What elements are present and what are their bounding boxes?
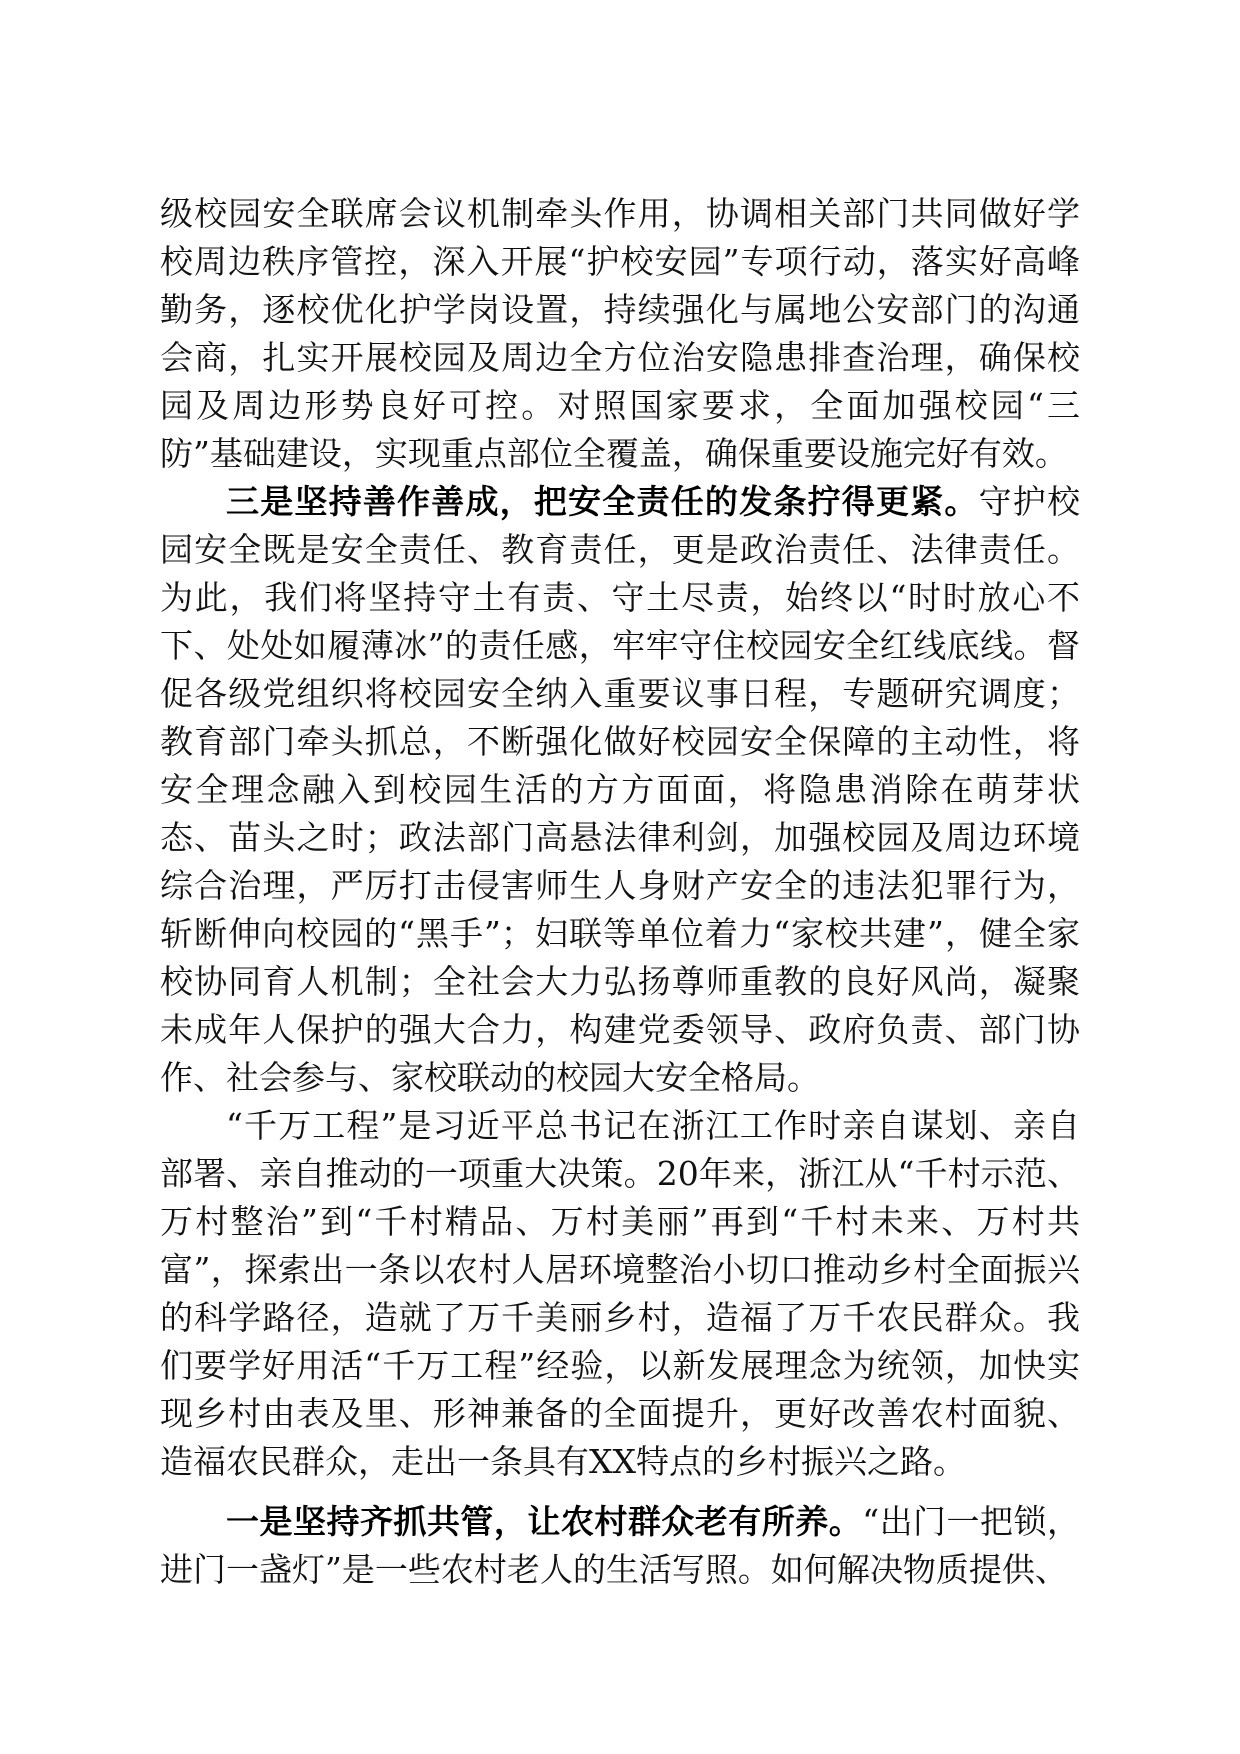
paragraph-text: “出门一把锁，进门一盏灯”是一些农村老人的生活写照。如何解决物质提供、 bbox=[160, 1502, 1080, 1589]
document-body bbox=[160, 190, 1080, 1594]
paragraph-point-one bbox=[160, 1498, 1080, 1594]
paragraph-qianwan-project bbox=[160, 1102, 1080, 1486]
paragraph-heading: 三是坚持善作善成，把安全责任的发条拧得更紧。 bbox=[226, 482, 979, 521]
paragraph-text: 守护校园安全既是安全责任、教育责任，更是政治责任、法律责任。为此，我们将坚持守土有责、守土尽责，始终以“时时放心不下、处处如履薄冰”的责任感，牢牢守住校园安全红线底线。督促各级党组织将校园安全纳入重要议事日程，专题研究调度；教育部门牵头抓总，不断强化做好校园安全保障的主动性，将安全理念融入到校园生活的方方面面，将隐患消除在萌芽状态、苗头之时；政法部门高悬法律利剑，加强校园及周边环境综合治理，严厉打击侵害师生人身财产安全的违法犯罪行为，斩断伸向校园的“黑手”；妇联等单位着力“家校共建”，健全家校协同育人机制；全社会大力弘扬尊师重教的良好风尚，凝聚未成年人保护的强大合力，构建党委领导、政府负责、部门协作、社会参与、家校联动的校园大安全格局。 bbox=[160, 482, 1081, 1097]
paragraph-point-three bbox=[160, 478, 1080, 1102]
paragraph-text: 级校园安全联席会议机制牵头作用，协调相关部门共同做好学校周边秩序管控，深入开展“护校安园”专项行动，落实好高峰勤务，逐校优化护学岗设置，持续强化与属地公安部门的沟通会商，扎实开展校园及周边全方位治安隐患排查治理，确保校园及周边形势良好可控。对照国家要求，全面加强校园“三防”基础建设，实现重点部位全覆盖，确保重要设施完好有效。 bbox=[160, 194, 1080, 473]
paragraph-heading: 一是坚持齐抓共管，让农村群众老有所养。 bbox=[226, 1502, 863, 1541]
paragraph-text: “千万工程”是习近平总书记在浙江工作时亲自谋划、亲自部署、亲自推动的一项重大决策。20年来，浙江从“千村示范、万村整治”到“千村精品、万村美丽”再到“千村未来、万村共富”，探索出一条以农村人居环境整治小切口推动乡村全面振兴的科学路径，造就了万千美丽乡村，造福了万千农民群众。我们要学好用活“千万工程”经验，以新发展理念为统领，加快实现乡村由表及里、形神兼备的全面提升，更好改善农村面貌、造福农民群众，走出一条具有XX特点的乡村振兴之路。 bbox=[160, 1106, 1080, 1481]
paragraph-campus-security-continued bbox=[160, 190, 1080, 478]
